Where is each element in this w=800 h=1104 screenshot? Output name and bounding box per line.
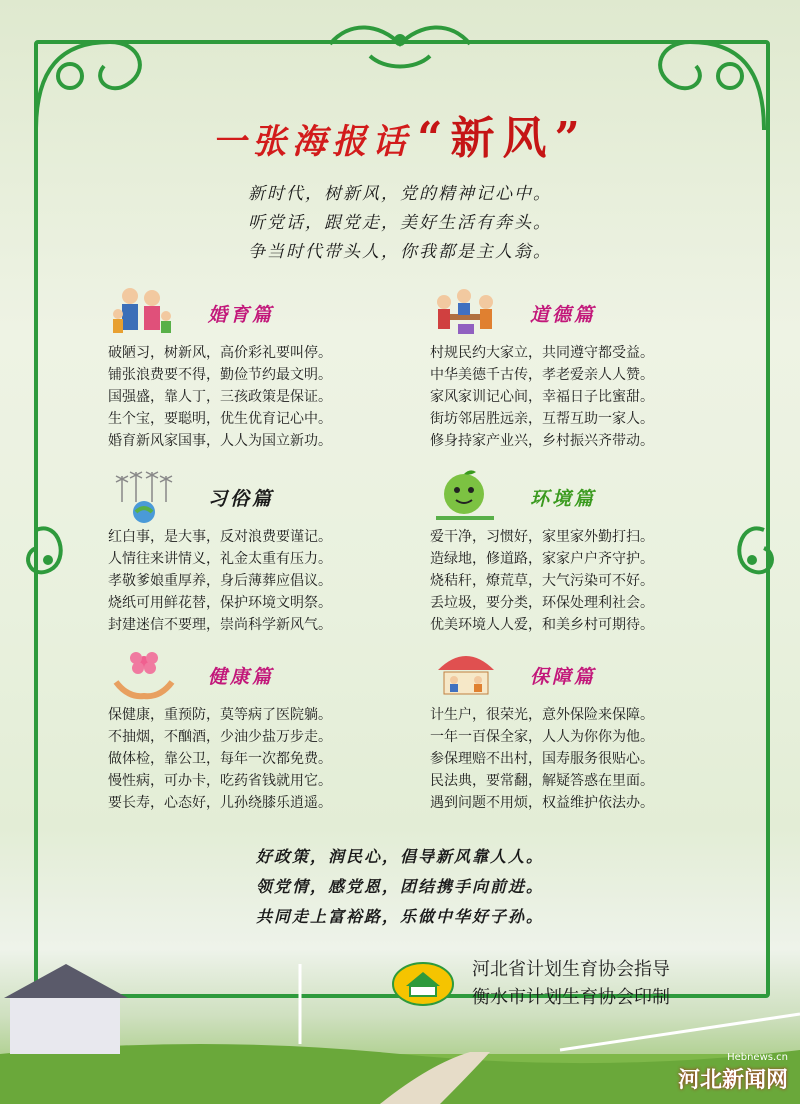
outro-line: 好政策，润民心，倡导新风靠人人。	[255, 847, 544, 866]
intro-line: 争当时代带头人，你我都是主人翁。	[248, 242, 552, 262]
verse-line: 烧秸秆，燎荒草，大气污染可不好。	[430, 573, 654, 589]
section-security	[430, 646, 720, 814]
section-title: 道德篇	[530, 304, 597, 326]
title-part1: 一张海报话	[212, 122, 413, 162]
intro-line: 听党话，跟党走，美好生活有奔头。	[248, 213, 552, 233]
section-title: 习俗篇	[208, 488, 275, 510]
verse-line: 红白事，是大事，反对浪费要谨记。	[108, 529, 332, 545]
section-customs	[108, 468, 398, 636]
org-print: 衡水市计划生育协会印制	[472, 987, 670, 1008]
hebnews-watermark	[678, 1052, 788, 1094]
verse-line: 破陋习，树新风，高价彩礼要叫停。	[108, 345, 332, 361]
section-health	[108, 646, 398, 814]
verse-line: 街坊邻居胜远亲，互帮互助一家人。	[430, 411, 654, 427]
poster-title	[0, 102, 800, 166]
verse-line: 村规民约大家立，共同遵守都受益。	[430, 345, 654, 361]
family-dinner-icon	[430, 284, 500, 340]
title-part2: “新风”	[417, 113, 588, 164]
verse-line: 爱干净，习惯好，家里家外勤打扫。	[430, 529, 654, 545]
verse-line: 国强盛，靠人丁，三孩政策是保证。	[108, 389, 332, 405]
green-planet-icon	[430, 468, 500, 524]
verse-line: 做体检，靠公卫，每年一次都免费。	[108, 751, 332, 767]
section-marriage	[108, 284, 398, 452]
verse-line: 一年一百保全家，人人为你你为他。	[430, 729, 654, 745]
verse-line: 计生户，很荣光，意外保险来保障。	[430, 707, 654, 723]
verse-line: 保健康，重预防，莫等病了医院躺。	[108, 707, 332, 723]
section-environment	[430, 468, 720, 636]
verse-line: 铺张浪费要不得，勤俭节约最文明。	[108, 367, 332, 383]
intro-verse	[0, 180, 800, 267]
verse-line: 孝敬爹娘重厚养，身后薄葬应倡议。	[108, 573, 332, 589]
section-title: 环境篇	[530, 488, 597, 510]
org-guide: 河北省计划生育协会指导	[472, 959, 670, 980]
intro-line: 新时代，树新风，党的精神记心中。	[248, 184, 552, 204]
section-title: 保障篇	[530, 666, 597, 688]
closing-verse	[0, 842, 800, 932]
verse-line: 不抽烟，不酗酒，少油少盐万步走。	[108, 729, 332, 745]
verse-line: 民法典，要常翻，解疑答惑在里面。	[430, 773, 654, 789]
watermark-url: Hebnews.cn	[727, 1052, 788, 1063]
hands-flower-icon	[108, 646, 178, 702]
globe-windmill-icon	[108, 468, 178, 524]
verse-line: 生个宝，要聪明，优生优育记心中。	[108, 411, 332, 427]
section-title: 婚育篇	[208, 304, 275, 326]
outro-line: 共同走上富裕路，乐做中华好子孙。	[255, 907, 544, 926]
verse-line: 参保理赔不出村，国寿服务很贴心。	[430, 751, 654, 767]
verse-line: 要长寿，心态好，儿孙绕膝乐逍遥。	[108, 795, 332, 811]
watermark-text: 河北新闻网	[677, 1068, 788, 1093]
verse-line: 造绿地，修道路，家家户户齐守护。	[430, 551, 654, 567]
verse-line: 家风家训记心间，幸福日子比蜜甜。	[430, 389, 654, 405]
section-title: 健康篇	[208, 666, 275, 688]
verse-line: 婚育新风家国事，人人为国立新功。	[108, 433, 332, 449]
verse-line: 遇到问题不用烦，权益维护依法办。	[430, 795, 654, 811]
family-planning-association-logo	[392, 962, 454, 1006]
verse-line: 烧纸可用鲜花替，保护环境文明祭。	[108, 595, 332, 611]
verse-line: 慢性病，可办卡，吃药省钱就用它。	[108, 773, 332, 789]
outro-line: 领党情，感党恩，团结携手向前进。	[255, 877, 544, 896]
verse-line: 中华美德千古传，孝老爱亲人人赞。	[430, 367, 654, 383]
insurance-umbrella-icon	[430, 646, 500, 702]
verse-line: 丢垃圾，要分类，环保处理利社会。	[430, 595, 654, 611]
verse-line: 人情往来讲情义，礼金太重有压力。	[108, 551, 332, 567]
family-icon	[108, 284, 178, 340]
organization-credits	[472, 956, 670, 1012]
verse-line: 封建迷信不要理，崇尚科学新风气。	[108, 617, 332, 633]
verse-line: 修身持家产业兴，乡村振兴齐带动。	[430, 433, 654, 449]
verse-line: 优美环境人人爱，和美乡村可期待。	[430, 617, 654, 633]
section-morality	[430, 284, 720, 452]
